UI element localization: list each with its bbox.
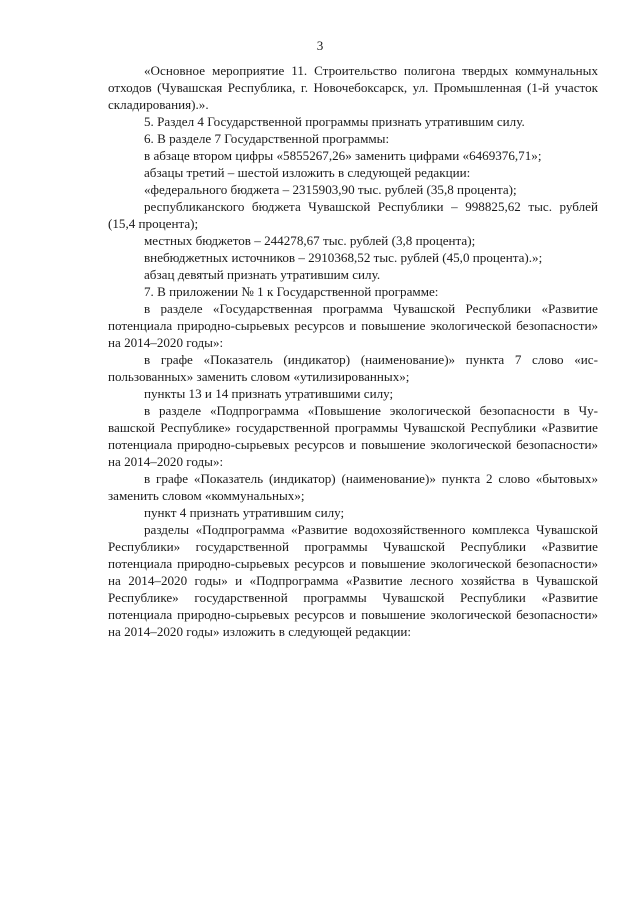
page-number: 3 (316, 38, 324, 53)
paragraph-14: пункты 13 и 14 признать утратившими силу; (144, 386, 394, 401)
paragraph-8: местных бюджетов – 244278,67 тыс. рублей (3,8 процента); (144, 233, 476, 248)
paragraph-4: в абзаце втором цифры «5855267,26» заменить цифрами «6469376,71»; (144, 148, 542, 163)
paragraph-17: пункт 4 признать утратившим силу; (144, 505, 345, 520)
paragraph-3: 6. В разделе 7 Государственной программы: (144, 131, 390, 146)
paragraph-18: разделы «Подпрограмма «Развитие водохозяйственного комплекса Чувашской Республики» государственной программы Чувашской Республики «Развитие потенциала природно-сырьевых ресурсов и повышение экологической безопасности» на 2014–2020 годы» и «Подпрограмма «Развитие лесного хозяйства в Чувашской Республике» государственной программы Чувашской Республики «Развитие потенциала природно-сырьевых ресурсов и повышение экологической безопасности» на 2014–2020 годы» изложить в следующей редакции: (108, 522, 598, 639)
document-body (108, 62, 598, 640)
paragraph-6: «федерального бюджета – 2315903,90 тыс. рублей (35,8 процента); (144, 182, 517, 197)
paragraph-10: абзац девятый признать утратившим силу. (144, 267, 381, 282)
paragraph-13: в графе «Показатель (индикатор) (наименование)» пункта 7 слово «использованных» заменить словом «утилизированных»; (108, 352, 598, 384)
paragraph-12: в разделе «Государственная программа Чувашской Республики «Развитие потенциала природно-сырьевых ресурсов и повышение экологической безопасности» на 2014–2020 годы»: (108, 301, 598, 350)
paragraph-7: республиканского бюджета Чувашской Республики – 998825,62 тыс. рублей (15,4 процента); (108, 199, 598, 231)
paragraph-5: абзацы третий – шестой изложить в следующей редакции: (144, 165, 471, 180)
paragraph-2: 5. Раздел 4 Государственной программы признать утратившим силу. (144, 114, 525, 129)
paragraph-11: 7. В приложении № 1 к Государственной программе: (144, 284, 439, 299)
paragraph-16: в графе «Показатель (индикатор) (наименование)» пункта 2 слово «бытовых» заменить словом «коммунальных»; (108, 471, 598, 503)
paragraph-15: в разделе «Подпрограмма «Повышение экологической безопасности в Чувашской Республике» государственной программы Чувашской Республики «Развитие потенциала природно-сырьевых ресурсов и повышение экологической безопасности» на 2014–2020 годы»: (108, 403, 598, 469)
paragraph-9: внебюджетных источников – 2910368,52 тыс. рублей (45,0 процента).»; (144, 250, 543, 265)
paragraph-1: «Основное мероприятие 11. Строительство полигона твердых коммунальных отходов (Чувашская Республика, г. Новочебоксарск, ул. Промышленная (1-й участок складирования).». (108, 63, 598, 112)
